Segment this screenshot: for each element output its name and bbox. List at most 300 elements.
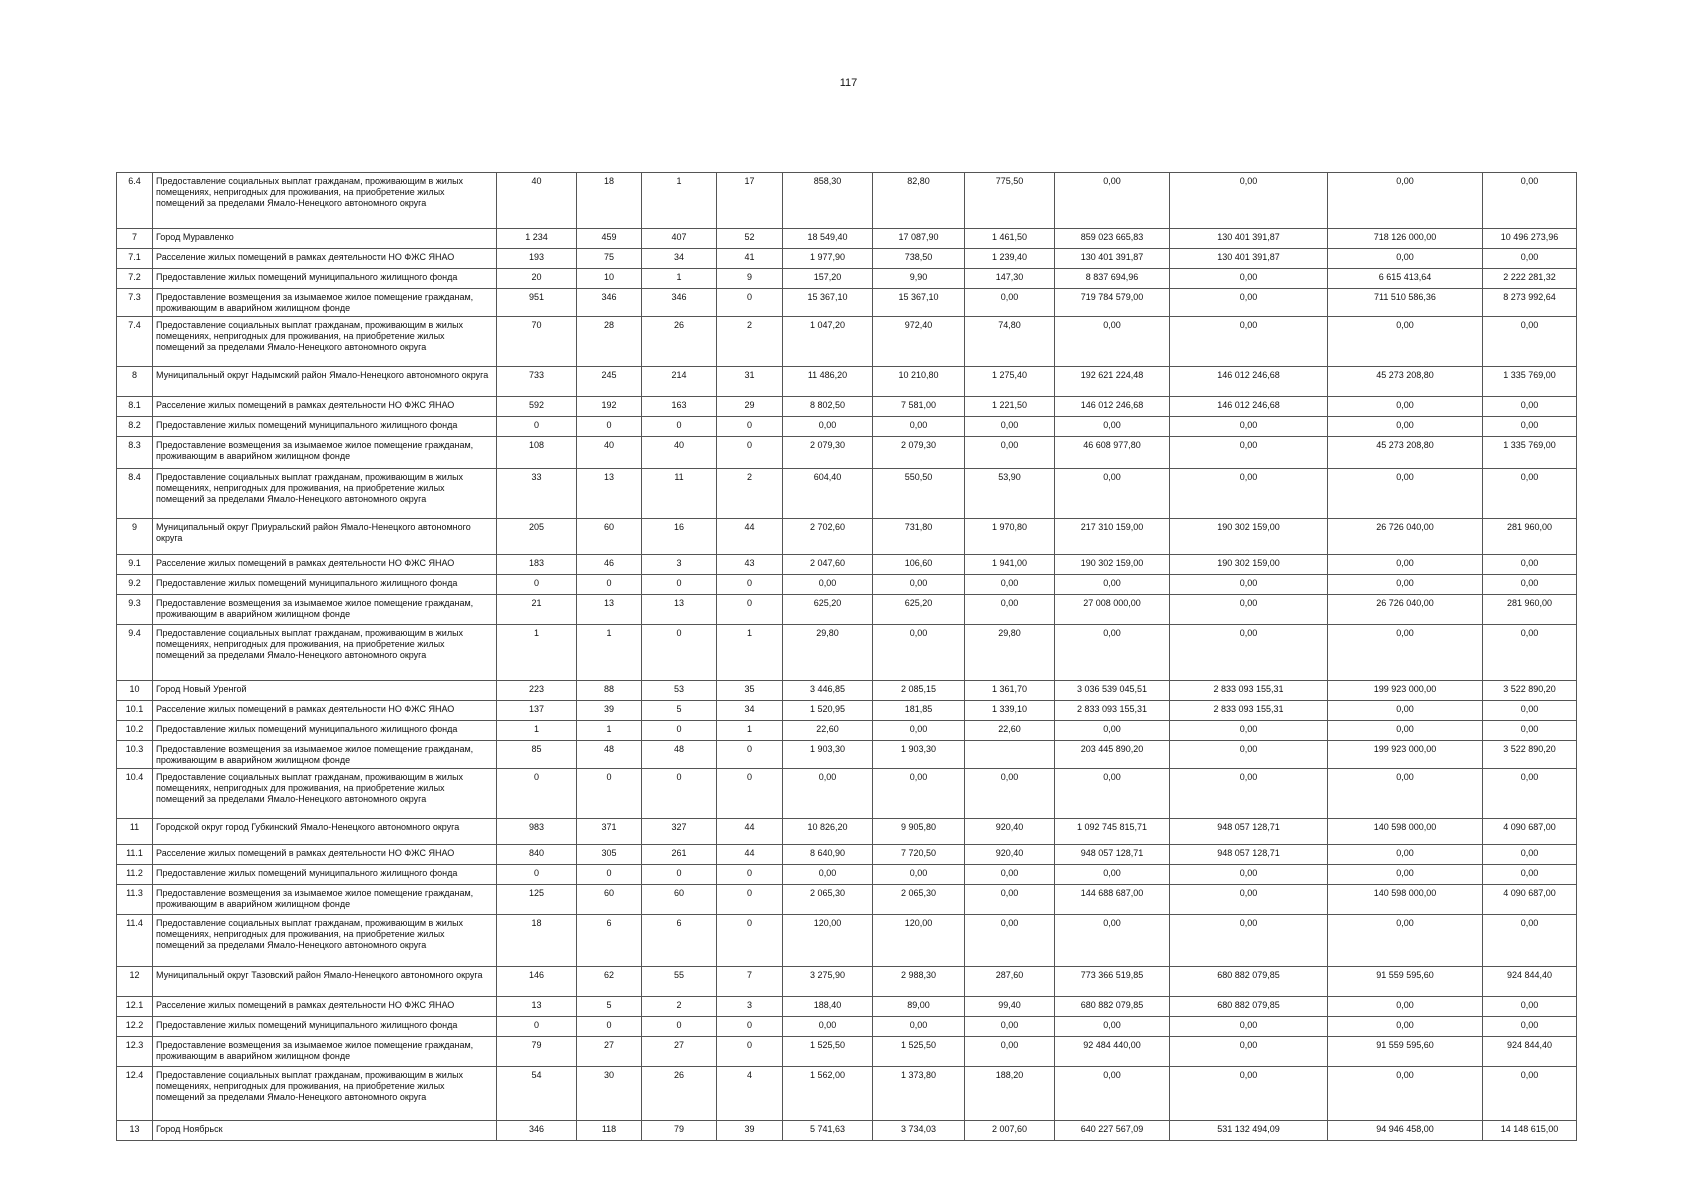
value-cell: 0,00 bbox=[1170, 769, 1328, 819]
row-name-cell: Расселение жилых помещений в рамках деятельности НО ФЖС ЯНАО bbox=[153, 555, 497, 575]
value-cell: 2 079,30 bbox=[783, 437, 873, 469]
value-cell: 2 988,30 bbox=[873, 967, 965, 997]
value-cell: 146 012 246,68 bbox=[1170, 367, 1328, 397]
value-cell: 261 bbox=[642, 845, 717, 865]
value-cell: 75 bbox=[577, 249, 642, 269]
value-cell: 0,00 bbox=[965, 417, 1055, 437]
value-cell: 731,80 bbox=[873, 519, 965, 555]
table-row bbox=[117, 1017, 1577, 1037]
row-name-cell: Муниципальный округ Приуральский район Ямало-Ненецкого автономного округа bbox=[153, 519, 497, 555]
row-name-cell: Предоставление социальных выплат гражданам, проживающим в жилых помещениях, непригодных для проживания, на приобретение жилых помещений за пределами Ямало-Ненецкого автономного округа bbox=[153, 625, 497, 681]
value-cell: 10 496 273,96 bbox=[1483, 229, 1577, 249]
value-cell: 5 741,63 bbox=[783, 1121, 873, 1141]
value-cell: 0,00 bbox=[1328, 845, 1483, 865]
value-cell: 0,00 bbox=[1483, 769, 1577, 819]
value-cell: 8 640,90 bbox=[783, 845, 873, 865]
value-cell: 305 bbox=[577, 845, 642, 865]
row-number-cell: 8 bbox=[117, 367, 153, 397]
value-cell: 26 726 040,00 bbox=[1328, 595, 1483, 625]
value-cell: 0,00 bbox=[965, 865, 1055, 885]
value-cell: 15 367,10 bbox=[873, 289, 965, 317]
value-cell: 1 520,95 bbox=[783, 701, 873, 721]
value-cell: 203 445 890,20 bbox=[1055, 741, 1170, 769]
row-name-cell: Предоставление возмещения за изымаемое жилое помещение гражданам, проживающим в аварийном жилищном фонде bbox=[153, 437, 497, 469]
row-name-cell: Предоставление социальных выплат гражданам, проживающим в жилых помещениях, непригодных для проживания, на приобретение жилых помещений за пределами Ямало-Ненецкого автономного округа bbox=[153, 469, 497, 519]
value-cell: 29 bbox=[717, 397, 783, 417]
value-cell: 948 057 128,71 bbox=[1170, 845, 1328, 865]
value-cell: 718 126 000,00 bbox=[1328, 229, 1483, 249]
row-number-cell: 7.4 bbox=[117, 317, 153, 367]
value-cell: 711 510 586,36 bbox=[1328, 289, 1483, 317]
value-cell: 2 065,30 bbox=[783, 885, 873, 915]
value-cell: 106,60 bbox=[873, 555, 965, 575]
value-cell: 11 486,20 bbox=[783, 367, 873, 397]
value-cell: 7 720,50 bbox=[873, 845, 965, 865]
value-cell: 48 bbox=[642, 741, 717, 769]
value-cell: 0,00 bbox=[1328, 173, 1483, 229]
value-cell: 983 bbox=[497, 819, 577, 845]
value-cell: 0,00 bbox=[783, 865, 873, 885]
row-name-cell: Муниципальный округ Тазовский район Ямало-Ненецкого автономного округа bbox=[153, 967, 497, 997]
value-cell: 147,30 bbox=[965, 269, 1055, 289]
value-cell: 8 802,50 bbox=[783, 397, 873, 417]
row-number-cell: 12.2 bbox=[117, 1017, 153, 1037]
table-row bbox=[117, 701, 1577, 721]
row-name-cell: Предоставление социальных выплат гражданам, проживающим в жилых помещениях, непригодных для проживания, на приобретение жилых помещений за пределами Ямало-Ненецкого автономного округа bbox=[153, 769, 497, 819]
value-cell: 130 401 391,87 bbox=[1170, 229, 1328, 249]
value-cell: 79 bbox=[642, 1121, 717, 1141]
row-name-cell: Расселение жилых помещений в рамках деятельности НО ФЖС ЯНАО bbox=[153, 701, 497, 721]
value-cell: 0 bbox=[717, 575, 783, 595]
value-cell: 0,00 bbox=[783, 575, 873, 595]
row-name-cell: Предоставление жилых помещений муниципального жилищного фонда bbox=[153, 721, 497, 741]
row-number-cell: 12 bbox=[117, 967, 153, 997]
value-cell: 44 bbox=[717, 845, 783, 865]
value-cell: 773 366 519,85 bbox=[1055, 967, 1170, 997]
table-row bbox=[117, 769, 1577, 819]
value-cell: 0,00 bbox=[1483, 397, 1577, 417]
row-name-cell: Предоставление жилых помещений муниципального жилищного фонда bbox=[153, 269, 497, 289]
row-number-cell: 7.1 bbox=[117, 249, 153, 269]
value-cell: 192 bbox=[577, 397, 642, 417]
row-number-cell: 10.3 bbox=[117, 741, 153, 769]
value-cell: 0,00 bbox=[1170, 1067, 1328, 1121]
value-cell: 972,40 bbox=[873, 317, 965, 367]
row-name-cell: Городской округ город Губкинский Ямало-Ненецкого автономного округа bbox=[153, 819, 497, 845]
value-cell: 0,00 bbox=[1483, 865, 1577, 885]
value-cell: 0,00 bbox=[1328, 575, 1483, 595]
table-row bbox=[117, 885, 1577, 915]
value-cell: 0,00 bbox=[1055, 575, 1170, 595]
value-cell: 15 367,10 bbox=[783, 289, 873, 317]
value-cell: 27 008 000,00 bbox=[1055, 595, 1170, 625]
value-cell: 0,00 bbox=[1170, 269, 1328, 289]
value-cell: 0,00 bbox=[873, 575, 965, 595]
value-cell: 625,20 bbox=[873, 595, 965, 625]
value-cell: 188,40 bbox=[783, 997, 873, 1017]
value-cell: 0 bbox=[497, 417, 577, 437]
value-cell: 281 960,00 bbox=[1483, 595, 1577, 625]
value-cell: 10 210,80 bbox=[873, 367, 965, 397]
value-cell: 1 970,80 bbox=[965, 519, 1055, 555]
value-cell: 13 bbox=[577, 595, 642, 625]
value-cell: 5 bbox=[577, 997, 642, 1017]
row-number-cell: 10.4 bbox=[117, 769, 153, 819]
value-cell: 46 608 977,80 bbox=[1055, 437, 1170, 469]
value-cell: 13 bbox=[642, 595, 717, 625]
value-cell: 34 bbox=[642, 249, 717, 269]
row-number-cell: 12.4 bbox=[117, 1067, 153, 1121]
row-number-cell: 9.4 bbox=[117, 625, 153, 681]
value-cell: 27 bbox=[642, 1037, 717, 1067]
table-row bbox=[117, 519, 1577, 555]
value-cell: 0,00 bbox=[1055, 721, 1170, 741]
row-name-cell: Город Муравленко bbox=[153, 229, 497, 249]
row-number-cell: 8.3 bbox=[117, 437, 153, 469]
value-cell: 120,00 bbox=[873, 915, 965, 967]
value-cell: 948 057 128,71 bbox=[1055, 845, 1170, 865]
value-cell: 188,20 bbox=[965, 1067, 1055, 1121]
value-cell: 26 bbox=[642, 1067, 717, 1121]
value-cell: 0 bbox=[577, 769, 642, 819]
table-row bbox=[117, 289, 1577, 317]
table-row bbox=[117, 397, 1577, 417]
value-cell: 60 bbox=[577, 519, 642, 555]
value-cell: 0,00 bbox=[1483, 417, 1577, 437]
value-cell: 2 065,30 bbox=[873, 885, 965, 915]
value-cell: 6 bbox=[577, 915, 642, 967]
value-cell: 2 222 281,32 bbox=[1483, 269, 1577, 289]
table-row bbox=[117, 1037, 1577, 1067]
table-row bbox=[117, 595, 1577, 625]
value-cell: 94 946 458,00 bbox=[1328, 1121, 1483, 1141]
value-cell: 0 bbox=[717, 741, 783, 769]
value-cell: 125 bbox=[497, 885, 577, 915]
value-cell: 1 335 769,00 bbox=[1483, 437, 1577, 469]
value-cell: 55 bbox=[642, 967, 717, 997]
value-cell: 0 bbox=[497, 1017, 577, 1037]
value-cell: 28 bbox=[577, 317, 642, 367]
value-cell: 0,00 bbox=[1170, 915, 1328, 967]
value-cell: 4 bbox=[717, 1067, 783, 1121]
value-cell: 181,85 bbox=[873, 701, 965, 721]
value-cell: 130 401 391,87 bbox=[1170, 249, 1328, 269]
value-cell: 13 bbox=[497, 997, 577, 1017]
row-number-cell: 9.2 bbox=[117, 575, 153, 595]
value-cell: 0 bbox=[717, 595, 783, 625]
table-row bbox=[117, 845, 1577, 865]
value-cell: 190 302 159,00 bbox=[1170, 519, 1328, 555]
table-row bbox=[117, 1067, 1577, 1121]
value-cell: 0,00 bbox=[1483, 317, 1577, 367]
value-cell: 0,00 bbox=[1055, 469, 1170, 519]
value-cell: 0,00 bbox=[1483, 721, 1577, 741]
value-cell: 0,00 bbox=[873, 625, 965, 681]
value-cell: 0,00 bbox=[1055, 915, 1170, 967]
table-row bbox=[117, 625, 1577, 681]
value-cell: 0 bbox=[642, 769, 717, 819]
value-cell: 0,00 bbox=[1328, 1017, 1483, 1037]
value-cell: 920,40 bbox=[965, 819, 1055, 845]
value-cell: 1 221,50 bbox=[965, 397, 1055, 417]
value-cell: 0,00 bbox=[1328, 769, 1483, 819]
value-cell: 0,00 bbox=[1328, 555, 1483, 575]
value-cell: 0,00 bbox=[1483, 1067, 1577, 1121]
value-cell: 924 844,40 bbox=[1483, 967, 1577, 997]
value-cell: 91 559 595,60 bbox=[1328, 967, 1483, 997]
value-cell: 9 bbox=[717, 269, 783, 289]
value-cell: 0,00 bbox=[1328, 865, 1483, 885]
value-cell: 39 bbox=[577, 701, 642, 721]
value-cell: 79 bbox=[497, 1037, 577, 1067]
value-cell: 0 bbox=[577, 417, 642, 437]
row-name-cell: Город Новый Уренгой bbox=[153, 681, 497, 701]
value-cell: 2 047,60 bbox=[783, 555, 873, 575]
table-row bbox=[117, 317, 1577, 367]
table-row bbox=[117, 1121, 1577, 1141]
value-cell: 0,00 bbox=[1170, 417, 1328, 437]
value-cell: 190 302 159,00 bbox=[1170, 555, 1328, 575]
value-cell: 44 bbox=[717, 819, 783, 845]
row-name-cell: Расселение жилых помещений в рамках деятельности НО ФЖС ЯНАО bbox=[153, 397, 497, 417]
value-cell: 1 bbox=[497, 721, 577, 741]
value-cell: 3 522 890,20 bbox=[1483, 681, 1577, 701]
value-cell: 146 012 246,68 bbox=[1170, 397, 1328, 417]
value-cell: 0,00 bbox=[1055, 1017, 1170, 1037]
value-cell: 137 bbox=[497, 701, 577, 721]
value-cell: 18 bbox=[497, 915, 577, 967]
table-row bbox=[117, 865, 1577, 885]
row-number-cell: 10.1 bbox=[117, 701, 153, 721]
value-cell: 199 923 000,00 bbox=[1328, 741, 1483, 769]
value-cell: 1 bbox=[577, 625, 642, 681]
value-cell: 0 bbox=[642, 865, 717, 885]
value-cell: 48 bbox=[577, 741, 642, 769]
value-cell: 0,00 bbox=[1328, 721, 1483, 741]
row-number-cell: 12.3 bbox=[117, 1037, 153, 1067]
value-cell: 1 bbox=[642, 173, 717, 229]
value-cell: 205 bbox=[497, 519, 577, 555]
value-cell: 407 bbox=[642, 229, 717, 249]
value-cell: 223 bbox=[497, 681, 577, 701]
value-cell: 82,80 bbox=[873, 173, 965, 229]
value-cell: 41 bbox=[717, 249, 783, 269]
value-cell: 0,00 bbox=[1483, 469, 1577, 519]
value-cell: 6 bbox=[642, 915, 717, 967]
value-cell: 0,00 bbox=[1483, 1017, 1577, 1037]
value-cell: 1 525,50 bbox=[873, 1037, 965, 1067]
value-cell: 214 bbox=[642, 367, 717, 397]
table-row bbox=[117, 417, 1577, 437]
value-cell: 34 bbox=[717, 701, 783, 721]
row-name-cell: Предоставление социальных выплат гражданам, проживающим в жилых помещениях, непригодных для проживания, на приобретение жилых помещений за пределами Ямало-Ненецкого автономного округа bbox=[153, 915, 497, 967]
value-cell: 0 bbox=[717, 915, 783, 967]
value-cell: 0,00 bbox=[873, 1017, 965, 1037]
value-cell: 924 844,40 bbox=[1483, 1037, 1577, 1067]
value-cell: 0,00 bbox=[1328, 469, 1483, 519]
value-cell: 0,00 bbox=[1483, 575, 1577, 595]
value-cell: 0,00 bbox=[1170, 437, 1328, 469]
table-row bbox=[117, 469, 1577, 519]
value-cell: 840 bbox=[497, 845, 577, 865]
value-cell: 9,90 bbox=[873, 269, 965, 289]
value-cell: 0,00 bbox=[1328, 997, 1483, 1017]
value-cell: 1 373,80 bbox=[873, 1067, 965, 1121]
value-cell: 0,00 bbox=[965, 1037, 1055, 1067]
value-cell: 4 090 687,00 bbox=[1483, 885, 1577, 915]
value-cell: 7 bbox=[717, 967, 783, 997]
value-cell: 859 023 665,83 bbox=[1055, 229, 1170, 249]
value-cell: 26 bbox=[642, 317, 717, 367]
value-cell: 0,00 bbox=[1483, 555, 1577, 575]
value-cell: 0 bbox=[642, 1017, 717, 1037]
table-row bbox=[117, 681, 1577, 701]
value-cell: 1 335 769,00 bbox=[1483, 367, 1577, 397]
value-cell: 40 bbox=[577, 437, 642, 469]
value-cell: 531 132 494,09 bbox=[1170, 1121, 1328, 1141]
table-row bbox=[117, 437, 1577, 469]
value-cell: 0,00 bbox=[873, 721, 965, 741]
value-cell: 0,00 bbox=[1483, 173, 1577, 229]
value-cell: 1 903,30 bbox=[783, 741, 873, 769]
value-cell: 4 090 687,00 bbox=[1483, 819, 1577, 845]
value-cell: 0,00 bbox=[1328, 1067, 1483, 1121]
value-cell: 140 598 000,00 bbox=[1328, 819, 1483, 845]
value-cell: 0,00 bbox=[965, 1017, 1055, 1037]
value-cell: 0,00 bbox=[1170, 625, 1328, 681]
resettlement-table bbox=[116, 172, 1577, 1141]
value-cell: 0,00 bbox=[1170, 741, 1328, 769]
table-row bbox=[117, 741, 1577, 769]
value-cell: 0 bbox=[577, 1017, 642, 1037]
row-number-cell: 11 bbox=[117, 819, 153, 845]
value-cell: 157,20 bbox=[783, 269, 873, 289]
value-cell: 17 bbox=[717, 173, 783, 229]
table-row bbox=[117, 229, 1577, 249]
row-number-cell: 7.3 bbox=[117, 289, 153, 317]
value-cell: 33 bbox=[497, 469, 577, 519]
value-cell: 0,00 bbox=[1170, 1037, 1328, 1067]
value-cell: 0,00 bbox=[965, 437, 1055, 469]
value-cell: 245 bbox=[577, 367, 642, 397]
value-cell: 858,30 bbox=[783, 173, 873, 229]
value-cell: 183 bbox=[497, 555, 577, 575]
value-cell: 0,00 bbox=[1055, 769, 1170, 819]
value-cell: 0,00 bbox=[1483, 915, 1577, 967]
table-row bbox=[117, 269, 1577, 289]
value-cell: 0 bbox=[577, 575, 642, 595]
value-cell: 0,00 bbox=[1328, 397, 1483, 417]
value-cell: 0 bbox=[717, 289, 783, 317]
value-cell: 1 562,00 bbox=[783, 1067, 873, 1121]
value-cell: 18 bbox=[577, 173, 642, 229]
value-cell: 1 275,40 bbox=[965, 367, 1055, 397]
value-cell: 2 085,15 bbox=[873, 681, 965, 701]
value-cell: 3 bbox=[642, 555, 717, 575]
value-cell: 46 bbox=[577, 555, 642, 575]
value-cell: 1 bbox=[497, 625, 577, 681]
row-number-cell: 8.2 bbox=[117, 417, 153, 437]
value-cell: 17 087,90 bbox=[873, 229, 965, 249]
value-cell: 1 bbox=[577, 721, 642, 741]
row-number-cell: 7.2 bbox=[117, 269, 153, 289]
value-cell: 0 bbox=[717, 1017, 783, 1037]
value-cell: 2 833 093 155,31 bbox=[1170, 701, 1328, 721]
row-number-cell: 8.1 bbox=[117, 397, 153, 417]
value-cell: 11 bbox=[642, 469, 717, 519]
row-name-cell: Расселение жилых помещений в рамках деятельности НО ФЖС ЯНАО bbox=[153, 249, 497, 269]
row-name-cell: Расселение жилых помещений в рамках деятельности НО ФЖС ЯНАО bbox=[153, 845, 497, 865]
value-cell: 2 833 093 155,31 bbox=[1170, 681, 1328, 701]
value-cell: 54 bbox=[497, 1067, 577, 1121]
value-cell: 140 598 000,00 bbox=[1328, 885, 1483, 915]
value-cell: 0,00 bbox=[1328, 701, 1483, 721]
value-cell: 99,40 bbox=[965, 997, 1055, 1017]
value-cell: 3 bbox=[717, 997, 783, 1017]
value-cell: 40 bbox=[497, 173, 577, 229]
value-cell: 0,00 bbox=[1170, 1017, 1328, 1037]
value-cell: 281 960,00 bbox=[1483, 519, 1577, 555]
value-cell: 0,00 bbox=[1170, 885, 1328, 915]
row-number-cell: 9.1 bbox=[117, 555, 153, 575]
row-number-cell: 11.2 bbox=[117, 865, 153, 885]
row-number-cell: 12.1 bbox=[117, 997, 153, 1017]
value-cell: 0,00 bbox=[1055, 317, 1170, 367]
value-cell: 31 bbox=[717, 367, 783, 397]
value-cell: 1 239,40 bbox=[965, 249, 1055, 269]
row-number-cell: 10.2 bbox=[117, 721, 153, 741]
value-cell: 0 bbox=[717, 865, 783, 885]
row-name-cell: Предоставление жилых помещений муниципального жилищного фонда bbox=[153, 865, 497, 885]
value-cell: 3 446,85 bbox=[783, 681, 873, 701]
value-cell: 920,40 bbox=[965, 845, 1055, 865]
row-name-cell: Предоставление социальных выплат гражданам, проживающим в жилых помещениях, непригодных для проживания, на приобретение жилых помещений за пределами Ямало-Ненецкого автономного округа bbox=[153, 173, 497, 229]
value-cell: 592 bbox=[497, 397, 577, 417]
value-cell: 0,00 bbox=[1170, 289, 1328, 317]
value-cell: 108 bbox=[497, 437, 577, 469]
value-cell: 85 bbox=[497, 741, 577, 769]
value-cell: 0,00 bbox=[1055, 625, 1170, 681]
value-cell: 0,00 bbox=[1328, 317, 1483, 367]
value-cell: 8 273 992,64 bbox=[1483, 289, 1577, 317]
value-cell: 0,00 bbox=[1170, 575, 1328, 595]
value-cell: 680 882 079,85 bbox=[1170, 997, 1328, 1017]
value-cell: 680 882 079,85 bbox=[1170, 967, 1328, 997]
table-row bbox=[117, 721, 1577, 741]
value-cell: 0 bbox=[497, 769, 577, 819]
value-cell: 287,60 bbox=[965, 967, 1055, 997]
value-cell: 10 bbox=[577, 269, 642, 289]
value-cell: 120,00 bbox=[783, 915, 873, 967]
value-cell: 1 525,50 bbox=[783, 1037, 873, 1067]
value-cell: 1 903,30 bbox=[873, 741, 965, 769]
row-name-cell: Предоставление возмещения за изымаемое жилое помещение гражданам, проживающим в аварийном жилищном фонде bbox=[153, 1037, 497, 1067]
value-cell: 1 bbox=[642, 269, 717, 289]
value-cell: 0,00 bbox=[1170, 865, 1328, 885]
value-cell: 39 bbox=[717, 1121, 783, 1141]
value-cell: 60 bbox=[642, 885, 717, 915]
value-cell: 3 522 890,20 bbox=[1483, 741, 1577, 769]
value-cell: 5 bbox=[642, 701, 717, 721]
value-cell: 22,60 bbox=[783, 721, 873, 741]
value-cell: 0 bbox=[717, 1037, 783, 1067]
value-cell: 0,00 bbox=[1170, 721, 1328, 741]
value-cell: 2 833 093 155,31 bbox=[1055, 701, 1170, 721]
row-number-cell: 10 bbox=[117, 681, 153, 701]
value-cell bbox=[965, 741, 1055, 769]
value-cell: 775,50 bbox=[965, 173, 1055, 229]
row-name-cell: Муниципальный округ Надымский район Ямало-Ненецкого автономного округа bbox=[153, 367, 497, 397]
